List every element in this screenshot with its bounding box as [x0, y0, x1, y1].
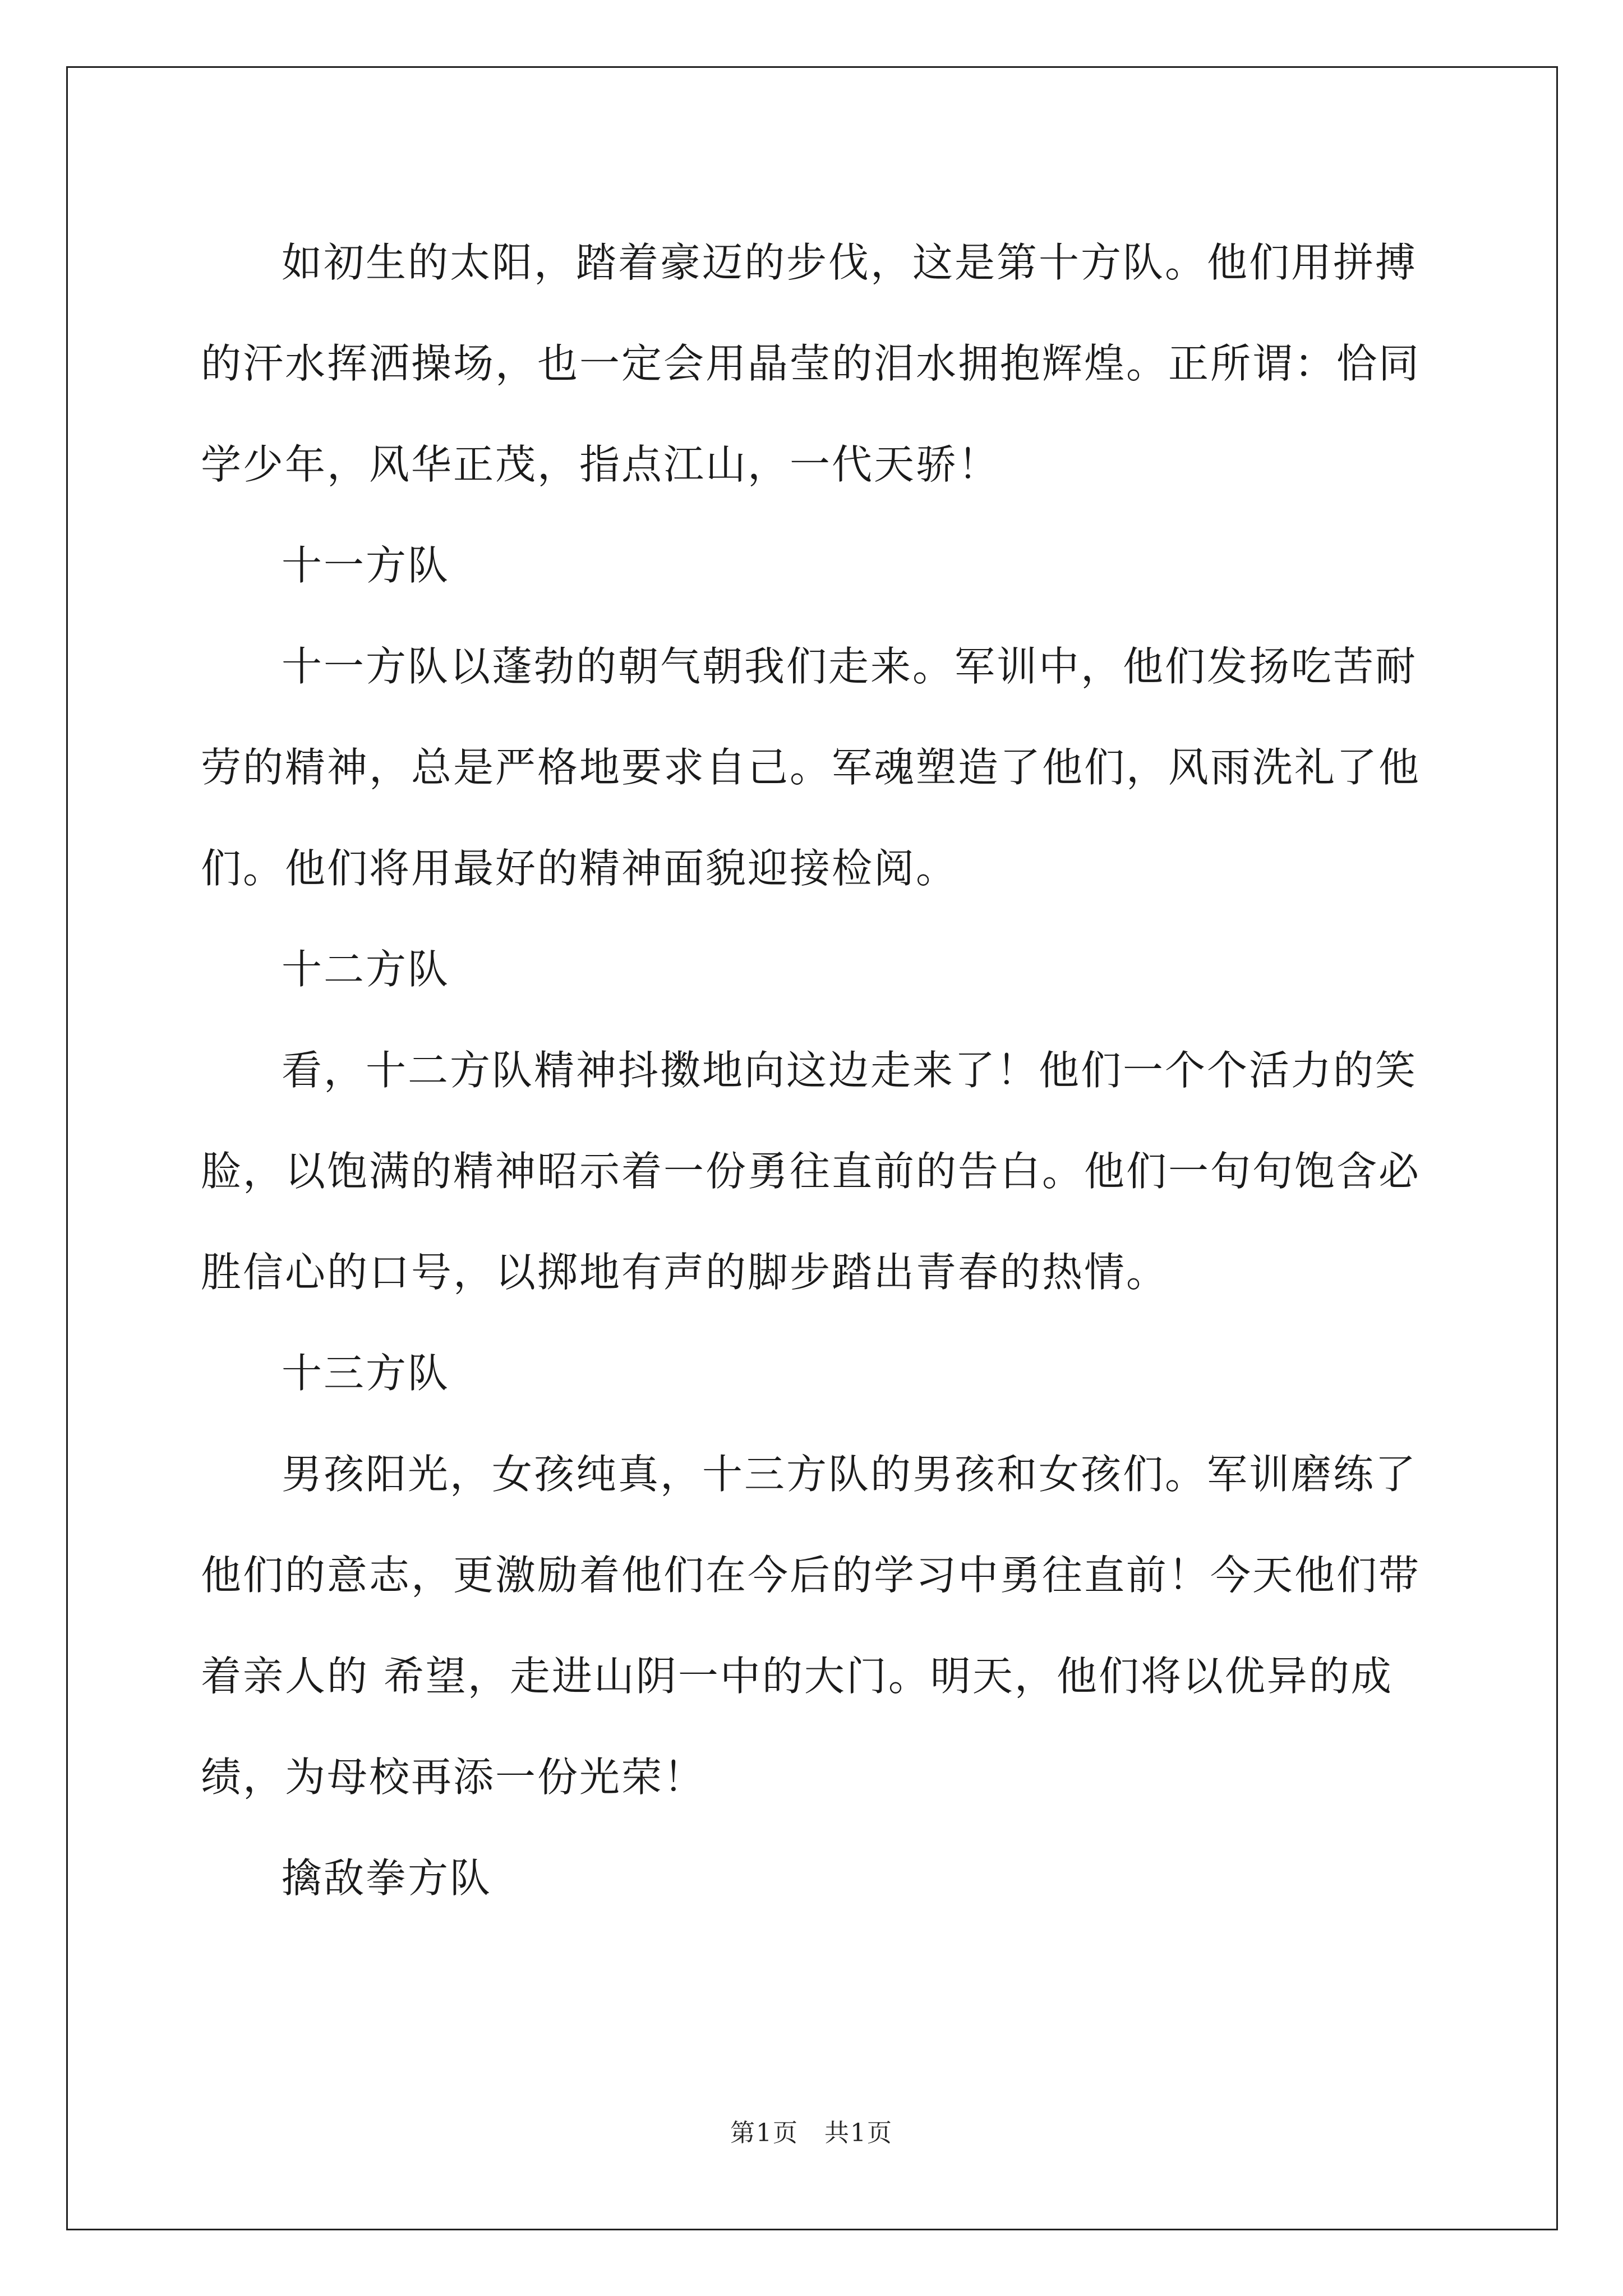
document-body [201, 212, 1435, 1929]
page-number-footer: 第1页 共1页 [730, 2119, 893, 2147]
section-heading: 十三方队 [282, 1350, 450, 1397]
paragraph: 看，十二方队精神抖擞地向这边走来了！他们一个个活力的笑脸，以饱满的精神昭示着一份勇往直前的告白。他们一句句饱含必胜信心的口号，以掷地有声的脚步踏出青春的热情。 [201, 1047, 1421, 1296]
section-heading: 十二方队 [282, 946, 450, 993]
paragraph: 十一方队以蓬勃的朝气朝我们走来。军训中，他们发扬吃苦耐劳的精神，总是严格地要求自己。军魂塑造了他们，风雨洗礼了他们。他们将用最好的精神面貌迎接检阅。 [201, 643, 1421, 892]
section-heading: 十一方队 [282, 542, 450, 589]
paragraph: 男孩阳光，女孩纯真，十三方队的男孩和女孩们。军训磨练了他们的意志，更激励着他们在今后的学习中勇往直前！今天他们带着亲人的 希望，走进山阴一中的大门。明天，他们将以优异的成绩，为母校再添一份光荣！ [201, 1451, 1421, 1801]
paragraph: 如初生的太阳，踏着豪迈的步伐，这是第十方队。他们用拼搏的汗水挥洒操场，也一定会用晶莹的泪水拥抱辉煌。正所谓：恰同学少年，风华正茂，指点江山，一代天骄！ [201, 239, 1421, 488]
section-heading: 擒敌拳方队 [282, 1855, 492, 1902]
